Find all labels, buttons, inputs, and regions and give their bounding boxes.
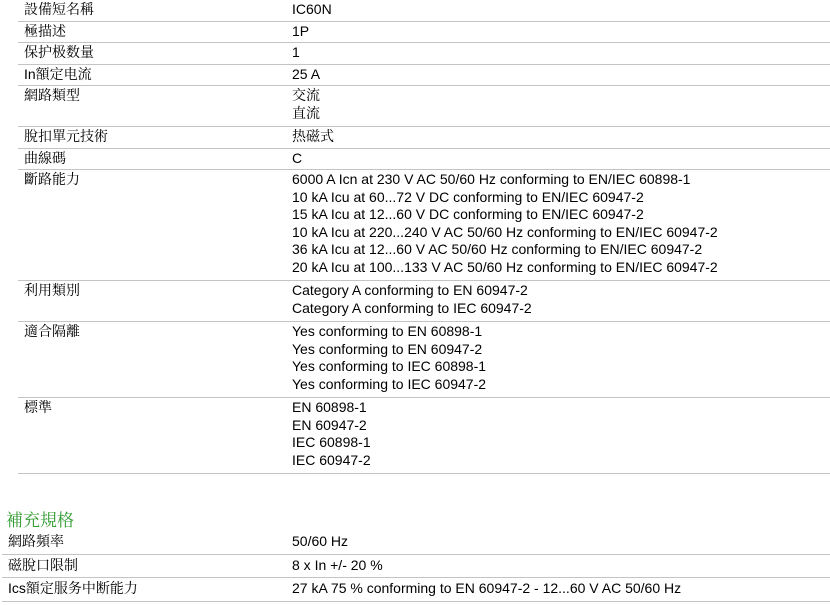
spec-value-line: 6000 A Icn at 230 V AC 50/60 Hz conforming to EN/IEC 60898-1 bbox=[292, 171, 691, 187]
spec-value-line: Yes conforming to IEC 60898-1 bbox=[292, 358, 487, 374]
spec-row bbox=[18, 398, 830, 474]
spec-label: In額定电流 bbox=[24, 65, 92, 82]
spec-value-line: 50/60 Hz bbox=[292, 533, 349, 549]
spec-value-line: 10 kA Icu at 220...240 V AC 50/60 Hz conforming to EN/IEC 60947-2 bbox=[292, 223, 718, 240]
section-title-supplementary: 補充規格 bbox=[6, 511, 74, 530]
spec-value bbox=[292, 66, 830, 84]
spec-label: 適合隔離 bbox=[24, 323, 80, 339]
spec-value bbox=[292, 399, 830, 469]
spec-row bbox=[18, 86, 830, 127]
spec-label: 極描述 bbox=[24, 22, 66, 39]
spec-value-line: Category A conforming to IEC 60947-2 bbox=[292, 299, 532, 316]
spec-row bbox=[2, 578, 830, 602]
supplementary-spec-table bbox=[2, 531, 830, 602]
spec-row bbox=[18, 43, 830, 65]
spec-label: 設備短名稱 bbox=[24, 1, 94, 17]
spec-value-line: 10 kA Icu at 60...72 V DC conforming to EN/IEC 60947-2 bbox=[292, 188, 644, 205]
spec-value bbox=[292, 44, 830, 62]
spec-value-line: IEC 60947-2 bbox=[292, 451, 371, 468]
spec-value bbox=[292, 128, 830, 146]
spec-value-line: 直流 bbox=[292, 104, 320, 121]
spec-value-line: Yes conforming to IEC 60947-2 bbox=[292, 375, 487, 392]
spec-value-line: 15 kA Icu at 12...60 V DC conforming to EN/IEC 60947-2 bbox=[292, 206, 644, 222]
spec-label: 曲線碼 bbox=[24, 149, 66, 166]
spec-label: 磁脫口限制 bbox=[8, 556, 78, 573]
spec-label: 網路頻率 bbox=[8, 533, 64, 549]
spec-value bbox=[292, 580, 830, 598]
spec-value bbox=[292, 282, 830, 317]
spec-label: 斷路能力 bbox=[24, 171, 80, 187]
spec-value-line: 1P bbox=[292, 22, 310, 39]
spec-row bbox=[18, 65, 830, 87]
spec-label: 保护极数量 bbox=[24, 44, 94, 60]
spec-value-line: EN 60947-2 bbox=[292, 416, 367, 433]
spec-row bbox=[2, 531, 830, 555]
spec-value-line: 热磁式 bbox=[292, 128, 334, 144]
spec-value bbox=[292, 150, 830, 168]
spec-row bbox=[18, 0, 830, 22]
spec-value-line: Category A conforming to EN 60947-2 bbox=[292, 282, 528, 298]
spec-value-line: 20 kA Icu at 100...133 V AC 50/60 Hz conforming to EN/IEC 60947-2 bbox=[292, 258, 718, 275]
spec-value bbox=[292, 1, 830, 19]
spec-value bbox=[292, 87, 830, 122]
spec-row bbox=[18, 22, 830, 44]
spec-label: 利用類別 bbox=[24, 282, 80, 298]
spec-label: Ics額定服务中断能力 bbox=[8, 580, 138, 596]
spec-row bbox=[18, 149, 830, 171]
spec-value bbox=[292, 171, 830, 276]
spec-row bbox=[18, 127, 830, 149]
spec-value-line: IEC 60898-1 bbox=[292, 434, 371, 450]
spec-value-line: Yes conforming to EN 60898-1 bbox=[292, 323, 483, 339]
spec-row bbox=[2, 555, 830, 579]
spec-value-line: 交流 bbox=[292, 87, 320, 103]
spec-label: 脫扣單元技術 bbox=[24, 128, 108, 144]
spec-value-line: 25 A bbox=[292, 65, 321, 82]
spec-value bbox=[292, 557, 830, 575]
spec-row bbox=[18, 170, 830, 281]
spec-value-line: 1 bbox=[292, 44, 300, 60]
spec-value-line: Yes conforming to EN 60947-2 bbox=[292, 340, 483, 357]
spec-value bbox=[292, 23, 830, 41]
spec-value-line: 8 x In +/- 20 % bbox=[292, 556, 383, 573]
spec-label: 網路類型 bbox=[24, 87, 80, 103]
spec-row bbox=[18, 322, 830, 398]
spec-value-line: IC60N bbox=[292, 1, 332, 17]
spec-value bbox=[292, 323, 830, 393]
spec-value-line: EN 60898-1 bbox=[292, 399, 367, 415]
spec-value-line: 36 kA Icu at 12...60 V AC 50/60 Hz conforming to EN/IEC 60947-2 bbox=[292, 241, 703, 257]
spec-value bbox=[292, 533, 830, 551]
spec-label: 標準 bbox=[24, 399, 52, 415]
spec-value-line: 27 kA 75 % conforming to EN 60947-2 - 12...60 V AC 50/60 Hz bbox=[292, 580, 682, 596]
spec-row bbox=[18, 281, 830, 322]
main-spec-table bbox=[18, 0, 830, 474]
spec-value-line: C bbox=[292, 149, 303, 166]
